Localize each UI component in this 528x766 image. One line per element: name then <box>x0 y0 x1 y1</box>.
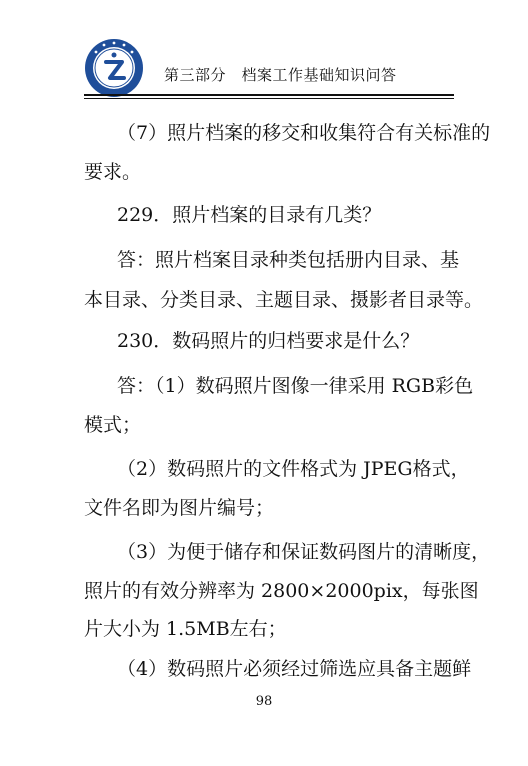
answer-230-line-7: 片大小为 1.5MB左右； <box>84 618 287 640</box>
answer-230-line-4: 文件名即为图片编号； <box>84 497 275 519</box>
body-line-2: 要求。 <box>84 161 142 183</box>
header-rule-thin <box>84 98 454 99</box>
running-header-title: 第三部分 档案工作基础知识问答 <box>164 66 397 84</box>
answer-230-line-6: 照片的有效分辨率为 2800×2000pix，每张图 <box>84 580 479 602</box>
answer-230-line-5: （3）为便于储存和保证数码图片的清晰度， <box>117 541 491 563</box>
emblem-logo-icon <box>84 38 144 98</box>
body-line-1: （7）照片档案的移交和收集符合有关标准的 <box>117 122 491 144</box>
answer-230-line-1: 答：（1）数码照片图像一律采用 RGB彩色 <box>117 375 474 397</box>
answer-230-line-8: （4）数码照片必须经过筛选应具备主题鲜 <box>117 658 472 680</box>
answer-229-line-1: 答：照片档案目录种类包括册内目录、基 <box>117 249 460 271</box>
question-229: 229．照片档案的目录有几类？ <box>117 204 382 226</box>
header-rule-thick <box>84 94 454 96</box>
answer-230-line-2: 模式； <box>84 414 142 436</box>
question-230: 230．数码照片的归档要求是什么？ <box>117 330 420 352</box>
page-number: 98 <box>255 694 273 709</box>
answer-229-line-2: 本目录、分类目录、主题目录、摄影者目录等。 <box>84 289 484 311</box>
answer-230-line-3: （2）数码照片的文件格式为 JPEG格式， <box>117 458 470 480</box>
